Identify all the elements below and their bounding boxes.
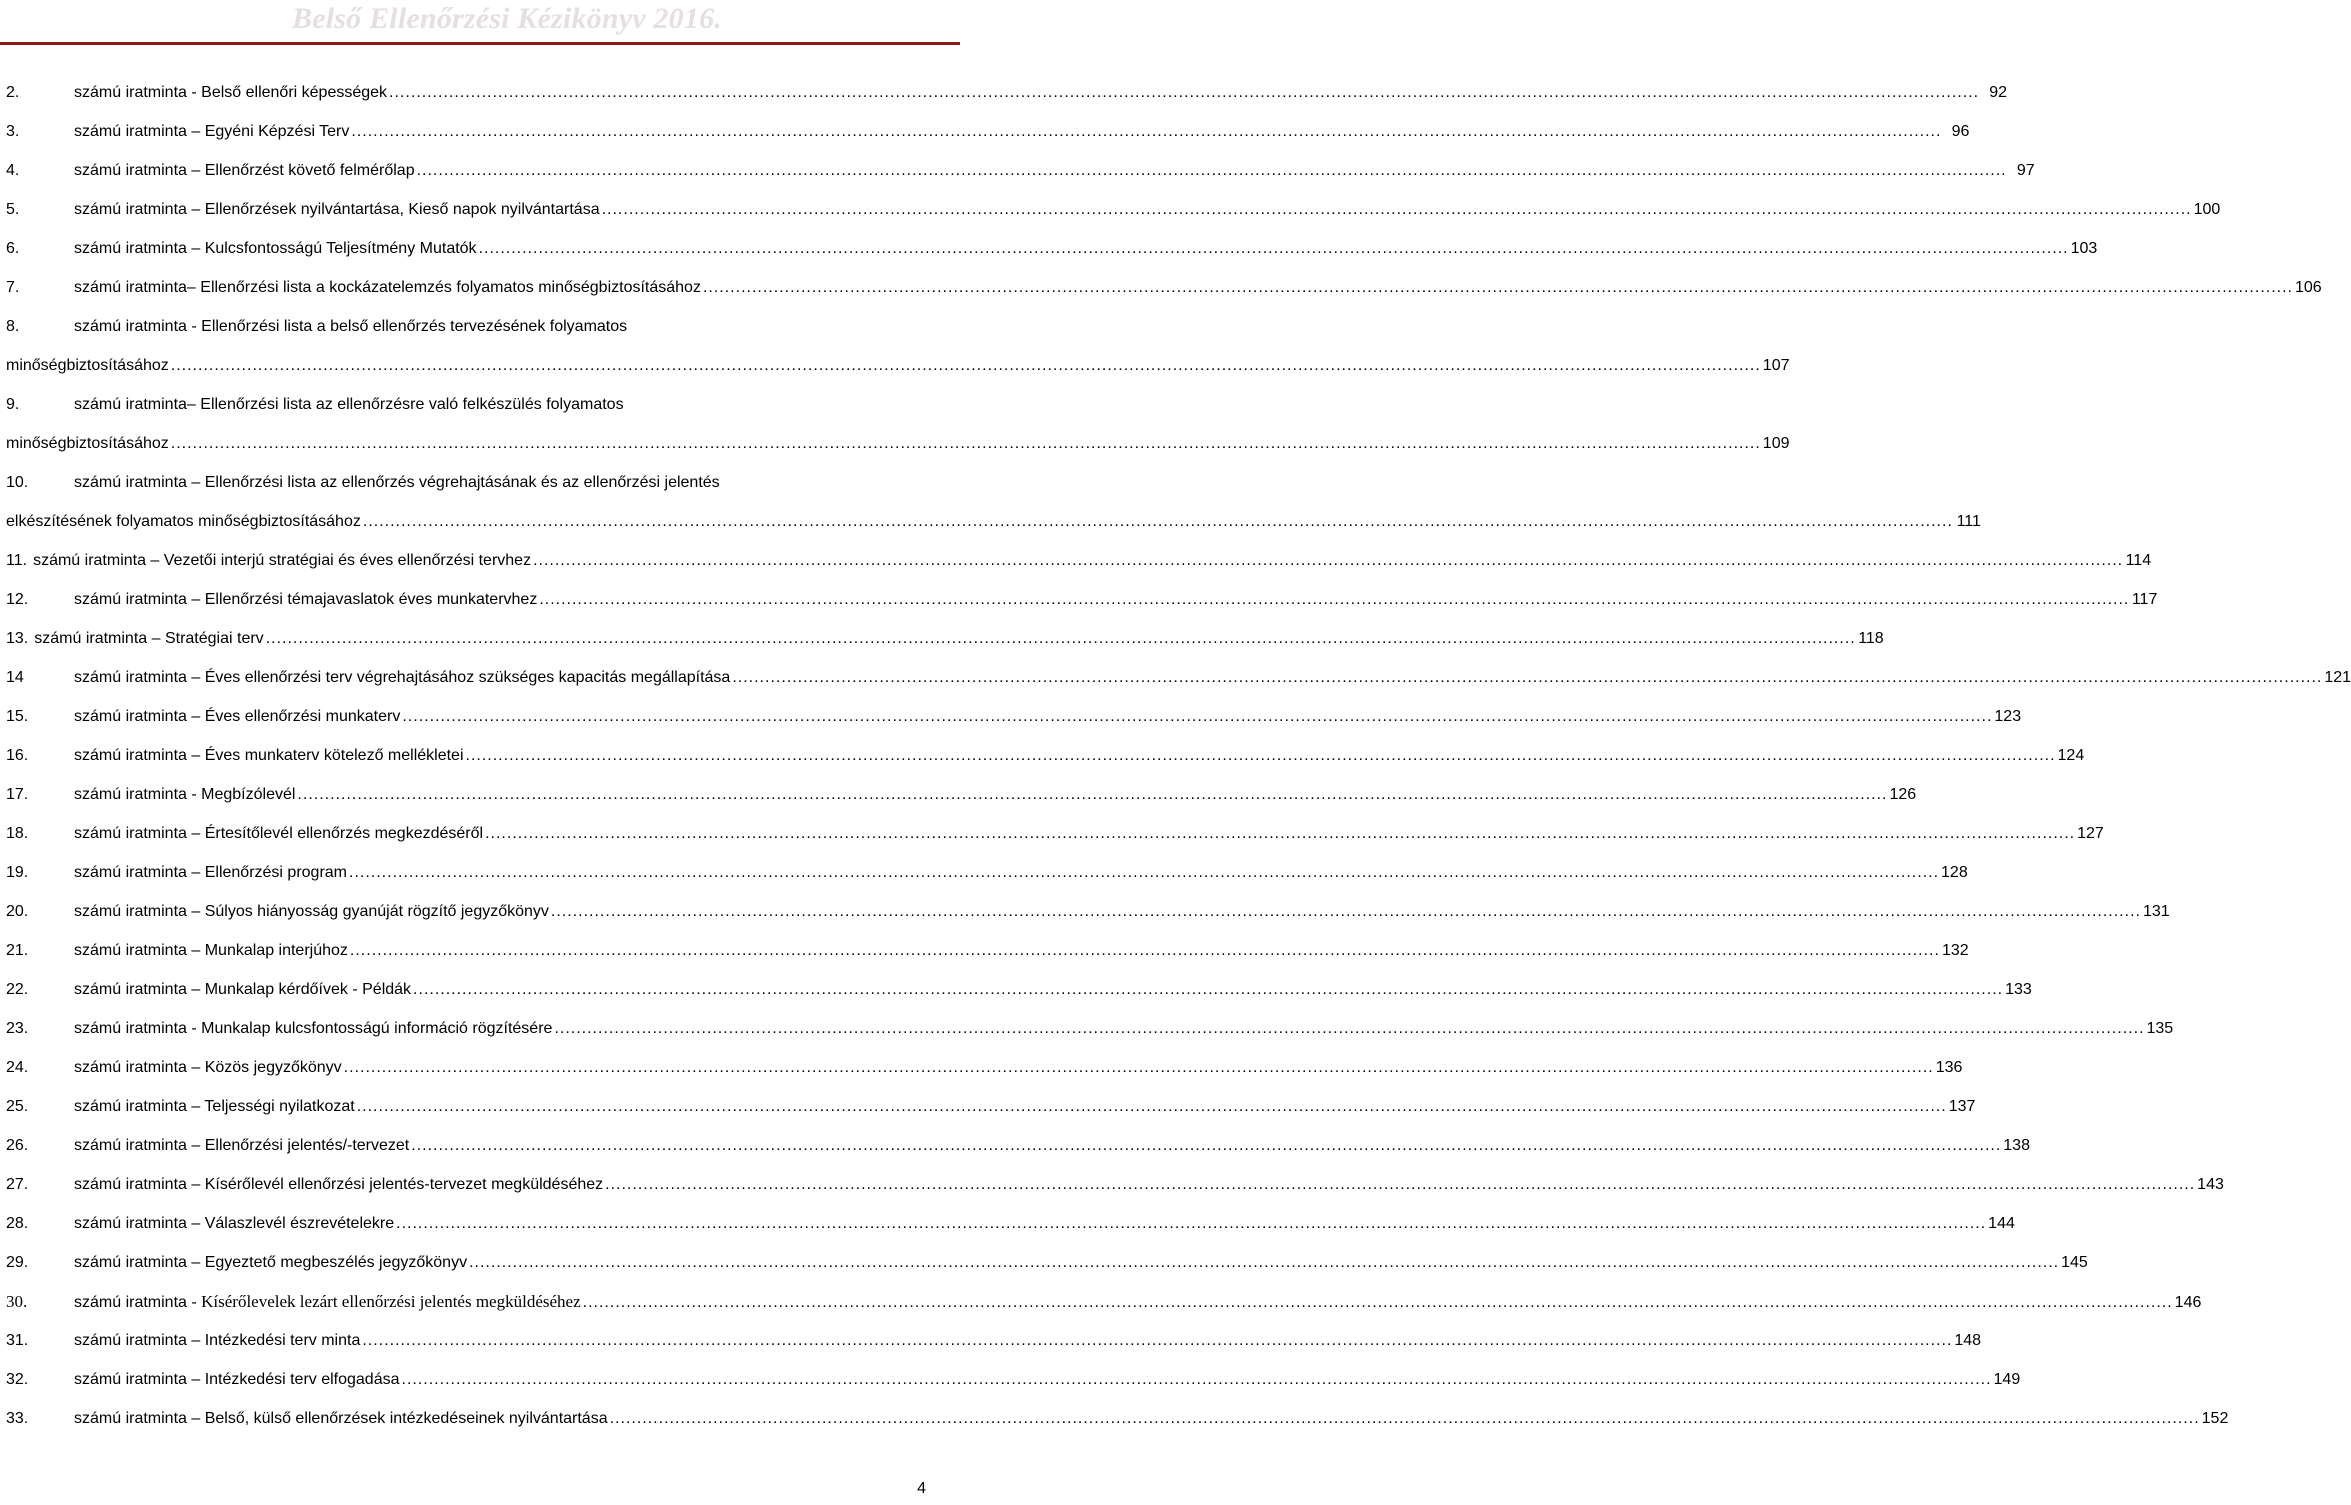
toc-entry-row — [6, 1009, 2174, 1048]
toc-entry[interactable] — [6, 190, 2221, 229]
toc-entry-title — [74, 1243, 467, 1282]
toc-entry-row — [6, 307, 958, 346]
toc-entry[interactable] — [6, 1321, 1982, 1360]
toc-dot-leader — [583, 1283, 2173, 1322]
toc-entry-number: 4. — [6, 162, 20, 179]
toc-entry-title-text: számú iratminta – Kulcsfontosságú Teljesítmény Mutatók — [74, 240, 477, 257]
toc-entry-page: 100 — [2193, 201, 2221, 218]
header-rule — [0, 42, 960, 45]
toc-entry-row — [6, 853, 1968, 892]
toc-entry[interactable] — [6, 112, 1970, 151]
toc-entry[interactable] — [6, 1204, 2015, 1243]
page-number: 4 — [917, 1480, 926, 1497]
toc-entry-number: 32. — [6, 1371, 29, 1388]
toc-entry-row — [6, 190, 2221, 229]
toc-entry[interactable] — [6, 385, 1790, 463]
toc-entry-page: 96 — [1951, 123, 1970, 140]
toc-entry-row — [6, 1399, 2229, 1438]
toc-entry-page: 106 — [2294, 279, 2322, 296]
toc-entry[interactable] — [6, 580, 2158, 619]
toc-dot-leader — [479, 229, 2069, 268]
toc-dot-leader — [466, 736, 2056, 775]
toc-entry-row — [6, 619, 1884, 658]
toc-entry-row — [6, 658, 2351, 697]
toc-entry-title — [74, 1321, 360, 1360]
toc-entry-title — [74, 268, 701, 307]
toc-entry-title — [74, 190, 600, 229]
toc-entry[interactable] — [6, 1243, 2088, 1282]
toc-entry-title — [74, 463, 720, 502]
toc-entry-title — [74, 1282, 581, 1322]
toc-entry[interactable] — [6, 736, 2085, 775]
toc-entry-title — [74, 1165, 603, 1204]
toc-entry-title — [74, 697, 400, 736]
toc-entry-number: 26. — [6, 1137, 29, 1154]
toc-dot-leader — [417, 151, 2007, 190]
toc-entry-page: 123 — [1994, 708, 2022, 725]
toc-entry-page: 97 — [2016, 162, 2035, 179]
toc-entry-number: 30. — [6, 1292, 28, 1311]
toc-entry-page: 128 — [1941, 864, 1968, 881]
toc-entry-title-text: számú iratminta – Stratégiai terv — [34, 630, 264, 647]
toc-entry[interactable] — [6, 1087, 1976, 1126]
toc-entry-number: 23. — [6, 1020, 29, 1037]
toc-dot-leader — [362, 1321, 1952, 1360]
toc-entry[interactable] — [6, 463, 1981, 541]
toc-entry-title — [74, 385, 624, 424]
toc-entry[interactable] — [6, 619, 1884, 658]
toc-entry-number: 8. — [6, 318, 20, 335]
toc-entry-title-text: számú iratminta – Teljességi nyilatkozat — [74, 1098, 355, 1115]
toc-entry-row — [6, 229, 2098, 268]
toc-entry-row — [6, 1087, 1976, 1126]
toc-entry-row — [6, 73, 2008, 112]
toc-entry[interactable] — [6, 931, 1969, 970]
toc-entry-row — [6, 1204, 2015, 1243]
toc-entry-title-text: számú iratminta – Válaszlevél észrevételekre — [74, 1215, 395, 1232]
toc-entry-row — [6, 385, 958, 424]
toc-entry-number: 2. — [6, 84, 20, 101]
toc-entry-page: 152 — [2201, 1410, 2229, 1427]
toc-entry-page: 92 — [1989, 84, 2008, 101]
toc-entry-row-continuation — [6, 502, 1981, 541]
toc-entry-number: 5. — [6, 201, 20, 218]
toc-dot-leader — [732, 658, 2322, 697]
toc-entry-title-text: számú iratminta - — [74, 1294, 202, 1311]
toc-entry-title — [74, 1204, 394, 1243]
toc-entry-page: 149 — [1993, 1371, 2021, 1388]
toc-entry-title-serif-text: Kísérőlevelek lezárt ellenőrzési jelentés megküldéséhez — [201, 1292, 581, 1311]
toc-dot-leader — [357, 1087, 1947, 1126]
toc-entry-number: 27. — [6, 1176, 29, 1193]
toc-dot-leader — [554, 1009, 2144, 1048]
toc-entry-title-text: számú iratminta – Ellenőrzési lista az ellenőrzés végrehajtásának és az ellenőrzési jelentés — [74, 474, 720, 491]
toc-entry-title — [74, 1360, 400, 1399]
toc-entry-title-text: számú iratminta – Ellenőrzést követő felmérőlap — [74, 162, 415, 179]
toc-entry-page: 143 — [2197, 1176, 2224, 1193]
toc-entry-number: 7. — [6, 279, 20, 296]
toc-entry[interactable] — [6, 814, 2104, 853]
table-of-contents — [6, 73, 2351, 1438]
toc-entry-title — [74, 1087, 355, 1126]
toc-entry-row — [6, 970, 2032, 1009]
toc-entry-page: 135 — [2146, 1020, 2174, 1037]
toc-entry[interactable] — [6, 541, 2152, 580]
toc-entry-row-continuation — [6, 424, 1790, 463]
toc-entry-title — [74, 970, 411, 1009]
toc-entry[interactable] — [6, 1360, 2021, 1399]
toc-entry-title — [74, 775, 295, 814]
toc-entry-title-text: számú iratminta - Megbízólevél — [74, 786, 296, 803]
toc-entry[interactable] — [6, 1399, 2229, 1438]
toc-dot-leader — [539, 580, 2129, 619]
toc-entry-number: 22. — [6, 981, 29, 998]
page-header — [0, 0, 960, 56]
toc-dot-leader — [351, 112, 1941, 151]
toc-dot-leader — [703, 268, 2293, 307]
toc-entry-number: 18. — [6, 825, 29, 842]
toc-entry[interactable] — [6, 658, 2351, 697]
toc-dot-leader — [402, 1360, 1992, 1399]
toc-entry-title — [74, 151, 415, 190]
toc-entry-title-text: számú iratminta - Belső ellenőri képességek — [74, 84, 388, 101]
toc-entry-row — [6, 775, 1917, 814]
toc-dot-leader — [413, 970, 2003, 1009]
toc-entry-row — [6, 814, 2104, 853]
toc-entry-title-text: számú iratminta – Súlyos hiányosság gyanúját rögzítő jegyzőkönyv — [74, 903, 549, 920]
toc-entry-title-text: számú iratminta– Ellenőrzési lista az ellenőrzésre való felkészülés folyamatos — [74, 396, 624, 413]
toc-entry-title-text: számú iratminta– Ellenőrzési lista a kockázatelemzés folyamatos minőségbiztosításához — [74, 279, 701, 296]
toc-entry[interactable] — [6, 892, 2170, 931]
toc-entry-title-text: számú iratminta – Éves ellenőrzési munkaterv — [74, 708, 401, 725]
toc-dot-leader — [411, 1126, 2001, 1165]
toc-entry-page: 131 — [2142, 903, 2170, 920]
toc-entry[interactable] — [6, 229, 2098, 268]
toc-entry-number: 17. — [6, 786, 29, 803]
toc-entry-row — [6, 1282, 2202, 1321]
toc-entry-page: 121 — [2324, 669, 2351, 686]
toc-dot-leader — [602, 190, 2192, 229]
toc-entry-title — [74, 112, 349, 151]
toc-entry-number: 20. — [6, 903, 29, 920]
toc-entry-title-continuation: minőségbiztosításához — [6, 435, 169, 452]
toc-entry-title-text: számú iratminta – Ellenőrzési témajavaslatok éves munkatervhez — [74, 591, 538, 608]
toc-entry-row — [6, 1243, 2088, 1282]
toc-entry-number: 9. — [6, 396, 20, 413]
toc-entry[interactable] — [6, 1282, 2202, 1321]
toc-entry-title — [74, 1126, 409, 1165]
toc-entry[interactable] — [6, 1165, 2224, 1204]
toc-entry-row — [6, 580, 2158, 619]
toc-entry-title-continuation: minőségbiztosításához — [6, 357, 169, 374]
toc-entry-title — [74, 73, 387, 112]
toc-entry[interactable] — [6, 697, 2022, 736]
toc-entry-title-text: számú iratminta – Belső, külső ellenőrzések intézkedéseinek nyilvántartása — [74, 1410, 608, 1427]
toc-entry-page: 127 — [2077, 825, 2104, 842]
toc-dot-leader — [349, 853, 1939, 892]
toc-entry-page: 146 — [2174, 1294, 2202, 1311]
toc-entry-number: 25. — [6, 1098, 29, 1115]
toc-entry-title-text: számú iratminta – Egyéni Képzési Terv — [74, 123, 350, 140]
toc-dot-leader — [297, 775, 1887, 814]
toc-dot-leader — [485, 814, 2075, 853]
toc-entry[interactable] — [6, 1009, 2174, 1048]
toc-dot-leader — [402, 697, 1992, 736]
toc-entry-number: 14 — [6, 669, 24, 686]
toc-entry[interactable] — [6, 970, 2032, 1009]
toc-entry-title-text: számú iratminta – Kísérőlevél ellenőrzési jelentés-tervezet megküldéséhez — [74, 1176, 604, 1193]
toc-entry[interactable] — [6, 853, 1968, 892]
toc-entry-row — [6, 1360, 2021, 1399]
toc-entry-row — [6, 268, 2322, 307]
toc-entry-row — [6, 463, 958, 502]
toc-entry-number: 6. — [6, 240, 20, 257]
toc-entry-number: 31. — [6, 1332, 29, 1349]
toc-entry-title-text: számú iratminta – Értesítőlevél ellenőrzés megkezdéséről — [74, 825, 484, 842]
toc-entry-title-text: számú iratminta – Ellenőrzési jelentés/-tervezet — [74, 1137, 410, 1154]
toc-entry-title — [74, 892, 549, 931]
toc-entry-title — [74, 658, 730, 697]
toc-entry-title-text: számú iratminta – Intézkedési terv elfogadása — [74, 1371, 400, 1388]
toc-dot-leader — [350, 931, 1940, 970]
toc-entry-title — [74, 931, 348, 970]
toc-entry-title-text: számú iratminta – Éves munkaterv kötelező mellékletei — [74, 747, 464, 764]
toc-entry-row — [6, 697, 2022, 736]
toc-entry-row — [6, 1165, 2224, 1204]
toc-entry-title-text: számú iratminta – Vezetői interjú stratégiai és éves ellenőrzési tervhez — [33, 552, 532, 569]
toc-entry-number: 19. — [6, 864, 29, 881]
toc-entry-row — [6, 151, 2035, 190]
toc-entry-title — [74, 1009, 552, 1048]
toc-entry-row-continuation — [6, 346, 1790, 385]
toc-entry-title — [74, 853, 347, 892]
toc-entry-page: 111 — [1956, 513, 1981, 530]
toc-entry-page: 103 — [2070, 240, 2098, 257]
toc-entry-page: 148 — [1954, 1332, 1982, 1349]
toc-entry-page: 107 — [1762, 357, 1790, 374]
toc-dot-leader — [551, 892, 2141, 931]
toc-entry-page: 114 — [2125, 552, 2152, 569]
toc-entry-page: 137 — [1948, 1098, 1976, 1115]
toc-entry-page: 117 — [2131, 591, 2158, 608]
toc-entry[interactable] — [6, 1048, 1963, 1087]
toc-entry-number: 15. — [6, 708, 29, 725]
toc-entry-title — [74, 307, 627, 346]
toc-entry-title — [74, 814, 483, 853]
toc-entry-page: 126 — [1889, 786, 1917, 803]
toc-entry-number: 24. — [6, 1059, 29, 1076]
toc-entry-page: 138 — [2003, 1137, 2030, 1154]
toc-entry-row — [6, 541, 2152, 580]
toc-entry[interactable] — [6, 268, 2322, 307]
toc-entry[interactable] — [6, 73, 2008, 112]
toc-entry-page: 132 — [1941, 942, 1969, 959]
toc-dot-leader — [605, 1165, 2195, 1204]
toc-dot-leader — [533, 541, 2123, 580]
toc-entry-row — [6, 112, 1970, 151]
toc-dot-leader — [266, 619, 1856, 658]
toc-entry-title-text: számú iratminta – Munkalap kérdőívek - Példák — [74, 981, 412, 998]
toc-entry-title — [74, 229, 477, 268]
toc-entry-row — [6, 736, 2085, 775]
toc-dot-leader — [171, 346, 1761, 385]
header-title: Belső Ellenőrzési Kézikönyv 2016. — [292, 2, 722, 35]
toc-entry-page: 124 — [2057, 747, 2085, 764]
toc-entry-row — [6, 1126, 2030, 1165]
toc-dot-leader — [396, 1204, 1986, 1243]
toc-entry-number: 28. — [6, 1215, 29, 1232]
toc-dot-leader — [610, 1399, 2200, 1438]
toc-entry-number: 29. — [6, 1254, 29, 1271]
toc-entry-title — [34, 619, 263, 658]
toc-entry[interactable] — [6, 151, 2035, 190]
toc-entry-page: 144 — [1988, 1215, 2015, 1232]
toc-entry-page: 145 — [2061, 1254, 2088, 1271]
toc-entry-number: 10. — [6, 474, 29, 491]
toc-entry-title-text: számú iratminta – Éves ellenőrzési terv végrehajtásához szükséges kapacitás megállapítása — [74, 669, 731, 686]
toc-entry-page: 136 — [1935, 1059, 1963, 1076]
toc-dot-leader — [389, 73, 1979, 112]
toc-dot-leader — [344, 1048, 1934, 1087]
toc-dot-leader — [469, 1243, 2059, 1282]
toc-entry-row — [6, 1321, 1982, 1360]
toc-entry-page: 109 — [1762, 435, 1790, 452]
toc-entry-title-text: számú iratminta – Munkalap interjúhoz — [74, 942, 348, 959]
toc-entry-page: 118 — [1858, 630, 1884, 647]
toc-entry-title-text: számú iratminta - Ellenőrzési lista a belső ellenőrzés tervezésének folyamatos — [74, 318, 628, 335]
toc-entry-title-text: számú iratminta – Ellenőrzések nyilvántartása, Kieső napok nyilvántartása — [74, 201, 600, 218]
toc-entry-title-text: számú iratminta – Ellenőrzési program — [74, 864, 347, 881]
toc-entry-row — [6, 931, 1969, 970]
toc-entry-title-text: számú iratminta – Közös jegyzőkönyv — [74, 1059, 342, 1076]
toc-entry-title-text: számú iratminta – Egyeztető megbeszélés jegyzőkönyv — [74, 1254, 468, 1271]
toc-entry-title — [74, 1048, 342, 1087]
toc-entry[interactable] — [6, 1126, 2030, 1165]
toc-entry-number: 21. — [6, 942, 29, 959]
toc-dot-leader — [171, 424, 1761, 463]
toc-entry-page: 133 — [2005, 981, 2032, 998]
toc-entry-title — [74, 1399, 608, 1438]
toc-dot-leader — [363, 502, 1953, 541]
toc-entry-number: 16. — [6, 747, 29, 764]
toc-entry-title — [74, 580, 537, 619]
toc-entry-number: 3. — [6, 123, 20, 140]
toc-entry-number: 12. — [6, 591, 29, 608]
toc-entry-title-text: számú iratminta – Intézkedési terv minta — [74, 1332, 361, 1349]
toc-entry-row — [6, 1048, 1963, 1087]
toc-entry[interactable] — [6, 307, 1790, 385]
toc-entry-title-continuation: elkészítésének folyamatos minőségbiztosításához — [6, 513, 361, 530]
toc-entry-title — [74, 736, 464, 775]
toc-entry-title-text: számú iratminta - Munkalap kulcsfontosságú információ rögzítésére — [74, 1020, 553, 1037]
toc-entry-number: 13. — [6, 630, 29, 647]
toc-entry-title — [33, 541, 531, 580]
toc-entry-row — [6, 892, 2170, 931]
toc-entry[interactable] — [6, 775, 1917, 814]
toc-entry-number: 33. — [6, 1410, 29, 1427]
toc-entry-number: 11. — [6, 552, 28, 569]
